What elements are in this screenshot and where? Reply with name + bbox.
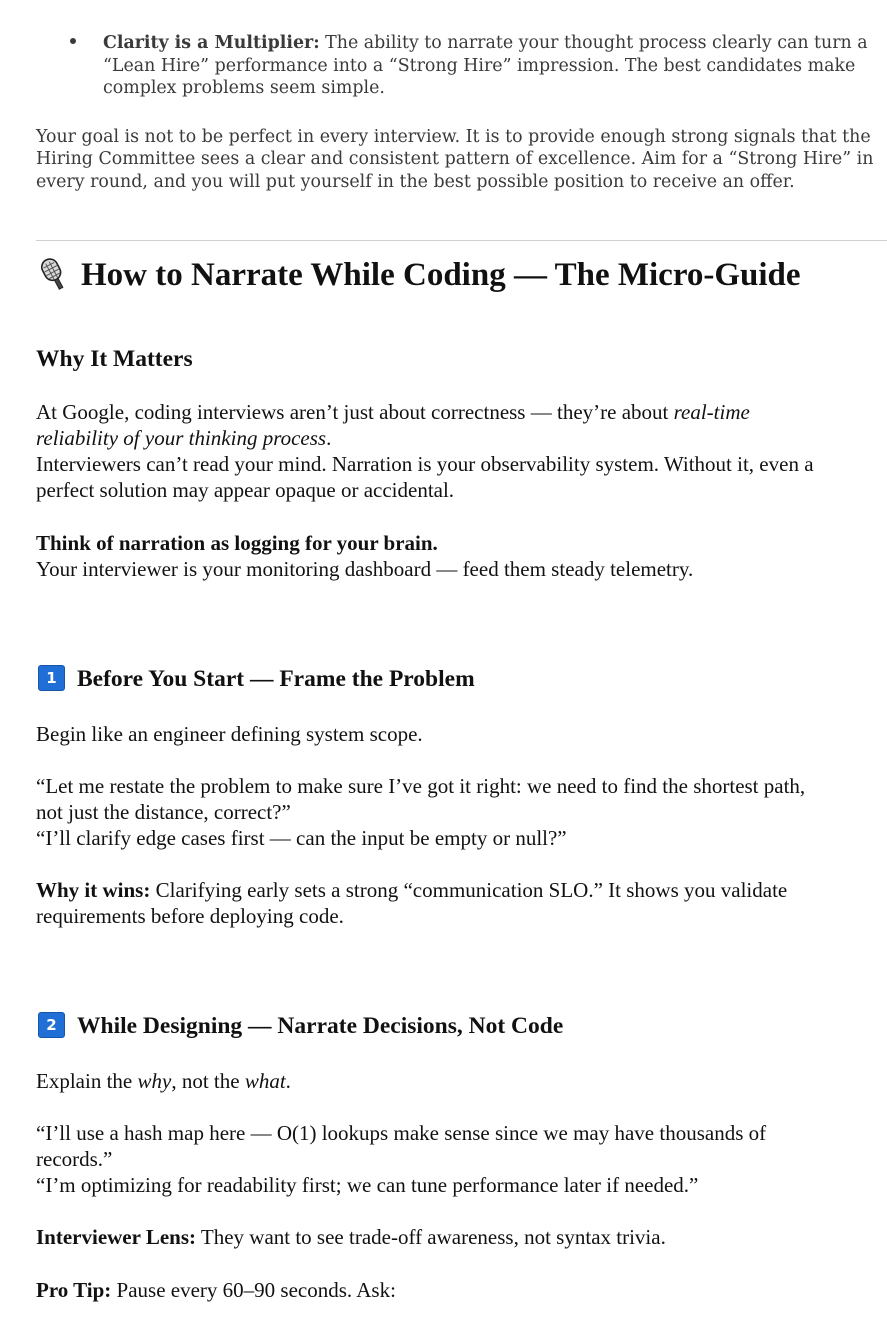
section-2-quote-1-line-2: records.” xyxy=(36,1147,113,1171)
why-p1-emphasis-2: reliability of your thinking process xyxy=(36,426,327,450)
section-1-wins-text: Clarifying early sets a strong “communication SLO.” It shows you validate xyxy=(155,878,788,902)
section-2-intro xyxy=(36,1068,291,1094)
section-1-intro: Begin like an engineer defining system scope. xyxy=(36,722,423,746)
bullet-dot xyxy=(70,38,76,44)
section-2-tip-label: Pro Tip: xyxy=(36,1278,112,1302)
section-1-heading: Before You Start — Frame the Problem xyxy=(77,666,475,692)
section-2-intro-post: . xyxy=(285,1069,291,1093)
why-p1-text: At Google, coding interviews aren’t just about correctness — they’re about xyxy=(36,400,669,424)
section-2-lens xyxy=(36,1224,666,1250)
goal-line-2: Hiring Committee sees a clear and consistent pattern of excellence. Aim for a “Strong Hire” in xyxy=(36,149,874,169)
bullet-line-3: complex problems seem simple. xyxy=(103,78,385,98)
section-2-heading: While Designing — Narrate Decisions, Not Code xyxy=(77,1013,564,1039)
horizontal-rule xyxy=(36,240,887,241)
keycap-1-icon: 1 xyxy=(38,665,65,691)
goal-line-1: Your goal is not to be perfect in every interview. It is to provide enough strong signals that the xyxy=(36,127,871,147)
section-1-wins-line-2: requirements before deploying code. xyxy=(36,904,344,928)
section-2-intro-pre: Explain the xyxy=(36,1069,133,1093)
section-1-quote-2: “I’ll clarify edge cases first — can the input be empty or null?” xyxy=(36,826,567,850)
section-2-intro-em-1: why xyxy=(137,1069,172,1093)
section-2-intro-mid: , not the xyxy=(171,1069,240,1093)
bullet-text-1: The ability to narrate your thought process clearly can turn a xyxy=(325,33,868,53)
section-2-quote-2: “I’m optimizing for readability first; we can tune performance later if needed.” xyxy=(36,1173,699,1197)
section-2-quote-1-line-1: “I’ll use a hash map here — O(1) lookups make sense since we may have thousands of xyxy=(36,1121,767,1145)
section-2-intro-em-2: what xyxy=(244,1069,286,1093)
section-2-lens-label: Interviewer Lens: xyxy=(36,1225,196,1249)
why-p1-line-2 xyxy=(36,425,331,451)
why-bold-line: Think of narration as logging for your brain. xyxy=(36,531,438,555)
section-1-quote-1-line-2: not just the distance, correct?” xyxy=(36,800,291,824)
guide-title: How to Narrate While Coding — The Micro-Guide xyxy=(81,257,801,293)
why-heading: Why It Matters xyxy=(36,346,193,372)
why-p1-emphasis: real-time xyxy=(673,400,750,424)
bullet-line-1 xyxy=(103,32,868,55)
section-2-lens-text: They want to see trade-off awareness, not syntax trivia. xyxy=(200,1225,666,1249)
keycap-2-icon: 2 xyxy=(38,1012,65,1038)
why-p1-line-1 xyxy=(36,399,750,425)
goal-line-3: every round, and you will put yourself in the best possible position to receive an offer. xyxy=(36,172,795,192)
why-line-after: Your interviewer is your monitoring dashboard — feed them steady telemetry. xyxy=(36,557,694,581)
section-2-tip xyxy=(36,1277,396,1303)
why-p2-line-1: Interviewers can’t read your mind. Narration is your observability system. Without it, even a xyxy=(36,452,814,476)
microphone-icon xyxy=(37,255,71,295)
section-2-tip-text: Pause every 60–90 seconds. Ask: xyxy=(116,1278,396,1302)
section-1-wins-line-1 xyxy=(36,877,787,903)
why-p1-period: . xyxy=(326,426,332,450)
bullet-label: Clarity is a Multiplier: xyxy=(103,33,320,53)
section-1-quote-1-line-1: “Let me restate the problem to make sure I’ve got it right: we need to find the shortest path, xyxy=(36,774,806,798)
bullet-line-2: “Lean Hire” performance into a “Strong Hire” impression. The best candidates make xyxy=(103,56,856,76)
why-p2-line-2: perfect solution may appear opaque or accidental. xyxy=(36,478,455,502)
section-1-wins-label: Why it wins: xyxy=(36,878,151,902)
